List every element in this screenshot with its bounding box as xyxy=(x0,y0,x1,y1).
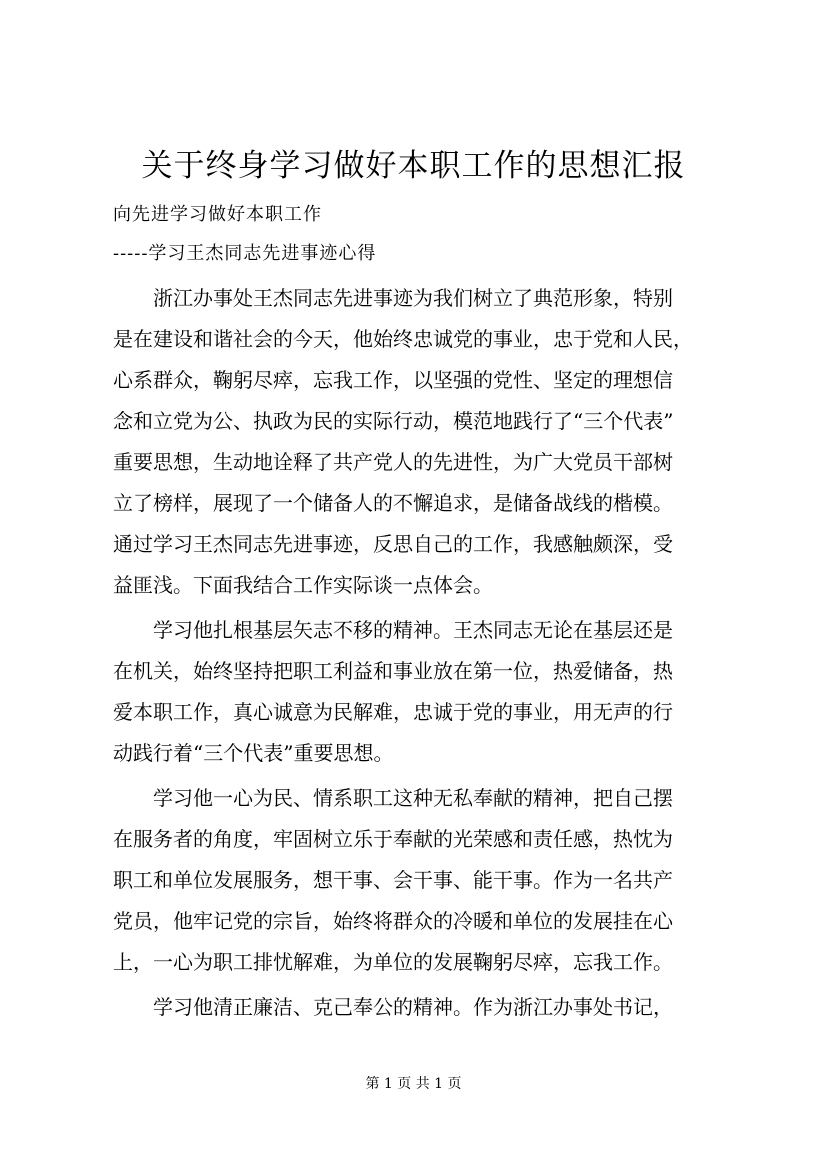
body-line: 动践行着“三个代表”重要思想。 xyxy=(113,741,394,765)
body-line: 学习他扎根基层矢志不移的精神。王杰同志无论在基层还是 xyxy=(113,618,673,642)
body-line: 通过学习王杰同志先进事迹，反思自己的工作，我感触颇深，受 xyxy=(113,532,673,556)
body-line: 职工和单位发展服务，想干事、会干事、能干事。作为一名共产 xyxy=(113,868,673,892)
body-line: 是在建设和谐社会的今天，他始终忠诚党的事业，忠于党和人民， xyxy=(113,327,693,351)
body-line: 在服务者的角度，牢固树立乐于奉献的光荣感和责任感，热忱为 xyxy=(113,827,673,851)
body-line: 浙江办事处王杰同志先进事迹为我们树立了典范形象，特别 xyxy=(113,286,673,310)
body-line: 重要思想，生动地诠释了共产党人的先进性，为广大党员干部树 xyxy=(113,450,673,474)
body-line: 念和立党为公、执政为民的实际行动，模范地践行了“三个代表” xyxy=(113,409,674,433)
body-line: 益匪浅。下面我结合工作实际谈一点体会。 xyxy=(113,573,493,597)
body-line: 学习他一心为民、情系职工这种无私奉献的精神，把自己摆 xyxy=(113,786,673,810)
subtitle-dash-line: -----学习王杰同志先进事迹心得 xyxy=(113,243,377,264)
page-footer: 第 1 页 共 1 页 xyxy=(365,1076,462,1092)
body-line: 立了榜样，展现了一个储备人的不懈追求，是储备战线的楷模。 xyxy=(113,491,673,515)
body-line: 爱本职工作，真心诚意为民解难，忠诚于党的事业，用无声的行 xyxy=(113,700,673,724)
body-line: 党员，他牢记党的宗旨，始终将群众的冷暖和单位的发展挂在心 xyxy=(113,909,673,933)
body-line: 学习他清正廉洁、克己奉公的精神。作为浙江办事处书记， xyxy=(113,995,673,1019)
body-line: 上，一心为职工排忧解难，为单位的发展鞠躬尽瘁，忘我工作。 xyxy=(113,950,673,974)
body-line: 在机关，始终坚持把职工利益和事业放在第一位，热爱储备，热 xyxy=(113,659,673,683)
subtitle-line: 向先进学习做好本职工作 xyxy=(113,204,322,225)
body-line: 心系群众，鞠躬尽瘁，忘我工作，以坚强的党性、坚定的理想信 xyxy=(113,368,673,392)
document-title: 关于终身学习做好本职工作的思想汇报 xyxy=(141,148,686,184)
